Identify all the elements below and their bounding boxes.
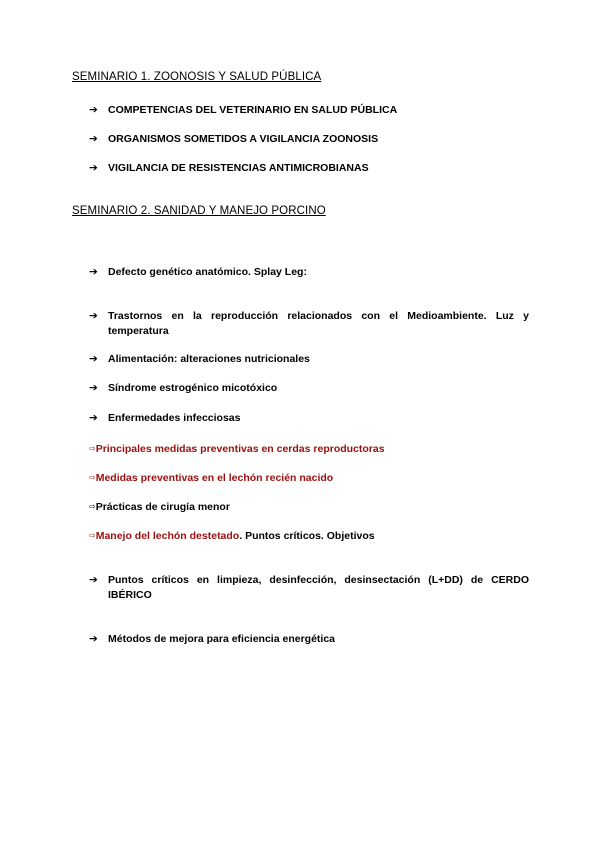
arrow-right-icon: ➔ <box>89 412 98 424</box>
seminar-1-item <box>89 132 529 147</box>
seminar-2-item <box>89 381 529 396</box>
seminar-1-item-text: COMPETENCIAS DEL VETERINARIO EN SALUD PÚBLICA <box>108 104 398 116</box>
seminar-2-item-text: Trastornos en la reproducción relacionados con el Medioambiente. Luz y temperatura <box>108 310 529 337</box>
arrow-right-icon: ➔ <box>89 633 98 645</box>
seminar-2-item-text: Alimentación: alteraciones nutricionales <box>108 353 310 365</box>
sub-item-text: Prácticas de cirugía menor <box>95 501 230 513</box>
arrow-right-icon: ➔ <box>89 133 98 145</box>
arrow-right-icon: ➔ <box>89 266 98 278</box>
seminar-1-title: SEMINARIO 1. ZOONOSIS Y SALUD PÚBLICA <box>72 71 322 83</box>
arrow-right-icon: ➔ <box>89 310 98 322</box>
seminar-1-item-text: VIGILANCIA DE RESISTENCIAS ANTIMICROBIANAS <box>108 162 369 174</box>
sub-item-text-tail: . Puntos críticos. Objetivos <box>239 530 375 542</box>
sub-arrow-icon: ⇨ <box>89 502 96 511</box>
seminar-2-item <box>89 411 529 426</box>
seminar-2-item-text: Métodos de mejora para eficiencia energética <box>108 633 336 645</box>
seminar-2-item-text: Defecto genético anatómico. Splay Leg: <box>108 266 307 278</box>
seminar-2-item <box>89 309 529 339</box>
arrow-right-icon: ➔ <box>89 382 98 394</box>
sub-item <box>89 499 230 515</box>
seminar-2-item-text: Síndrome estrogénico micotóxico <box>108 382 278 394</box>
seminar-2-item <box>89 573 529 603</box>
seminar-2-item-text: Enfermedades infecciosas <box>108 412 241 424</box>
seminar-1-item <box>89 103 529 118</box>
arrow-right-icon: ➔ <box>89 574 98 586</box>
sub-item <box>89 470 333 486</box>
sub-arrow-icon: ⇨ <box>89 531 96 540</box>
sub-arrow-icon: ⇨ <box>89 473 96 482</box>
seminar-2-title: SEMINARIO 2. SANIDAD Y MANEJO PORCINO <box>72 205 326 217</box>
arrow-right-icon: ➔ <box>89 353 98 365</box>
sub-item <box>89 528 375 544</box>
arrow-right-icon: ➔ <box>89 104 98 116</box>
arrow-right-icon: ➔ <box>89 162 98 174</box>
sub-item-text: Principales medidas preventivas en cerdas reproductoras <box>95 443 385 455</box>
seminar-2-item <box>89 352 529 367</box>
sub-item <box>89 441 385 457</box>
sub-item-text: Medidas preventivas en el lechón recién nacido <box>95 472 334 484</box>
sub-item-text-highlight: Manejo del lechón destetado <box>95 530 240 542</box>
seminar-2-item <box>89 632 529 647</box>
seminar-2-item-text: Puntos críticos en limpieza, desinfección, desinsectación (L+DD) de CERDO IBÉRICO <box>108 574 529 601</box>
sub-arrow-icon: ⇨ <box>89 444 96 453</box>
seminar-2-item <box>89 265 529 280</box>
seminar-1-item-text: ORGANISMOS SOMETIDOS A VIGILANCIA ZOONOSIS <box>108 133 379 145</box>
seminar-1-item <box>89 161 529 176</box>
